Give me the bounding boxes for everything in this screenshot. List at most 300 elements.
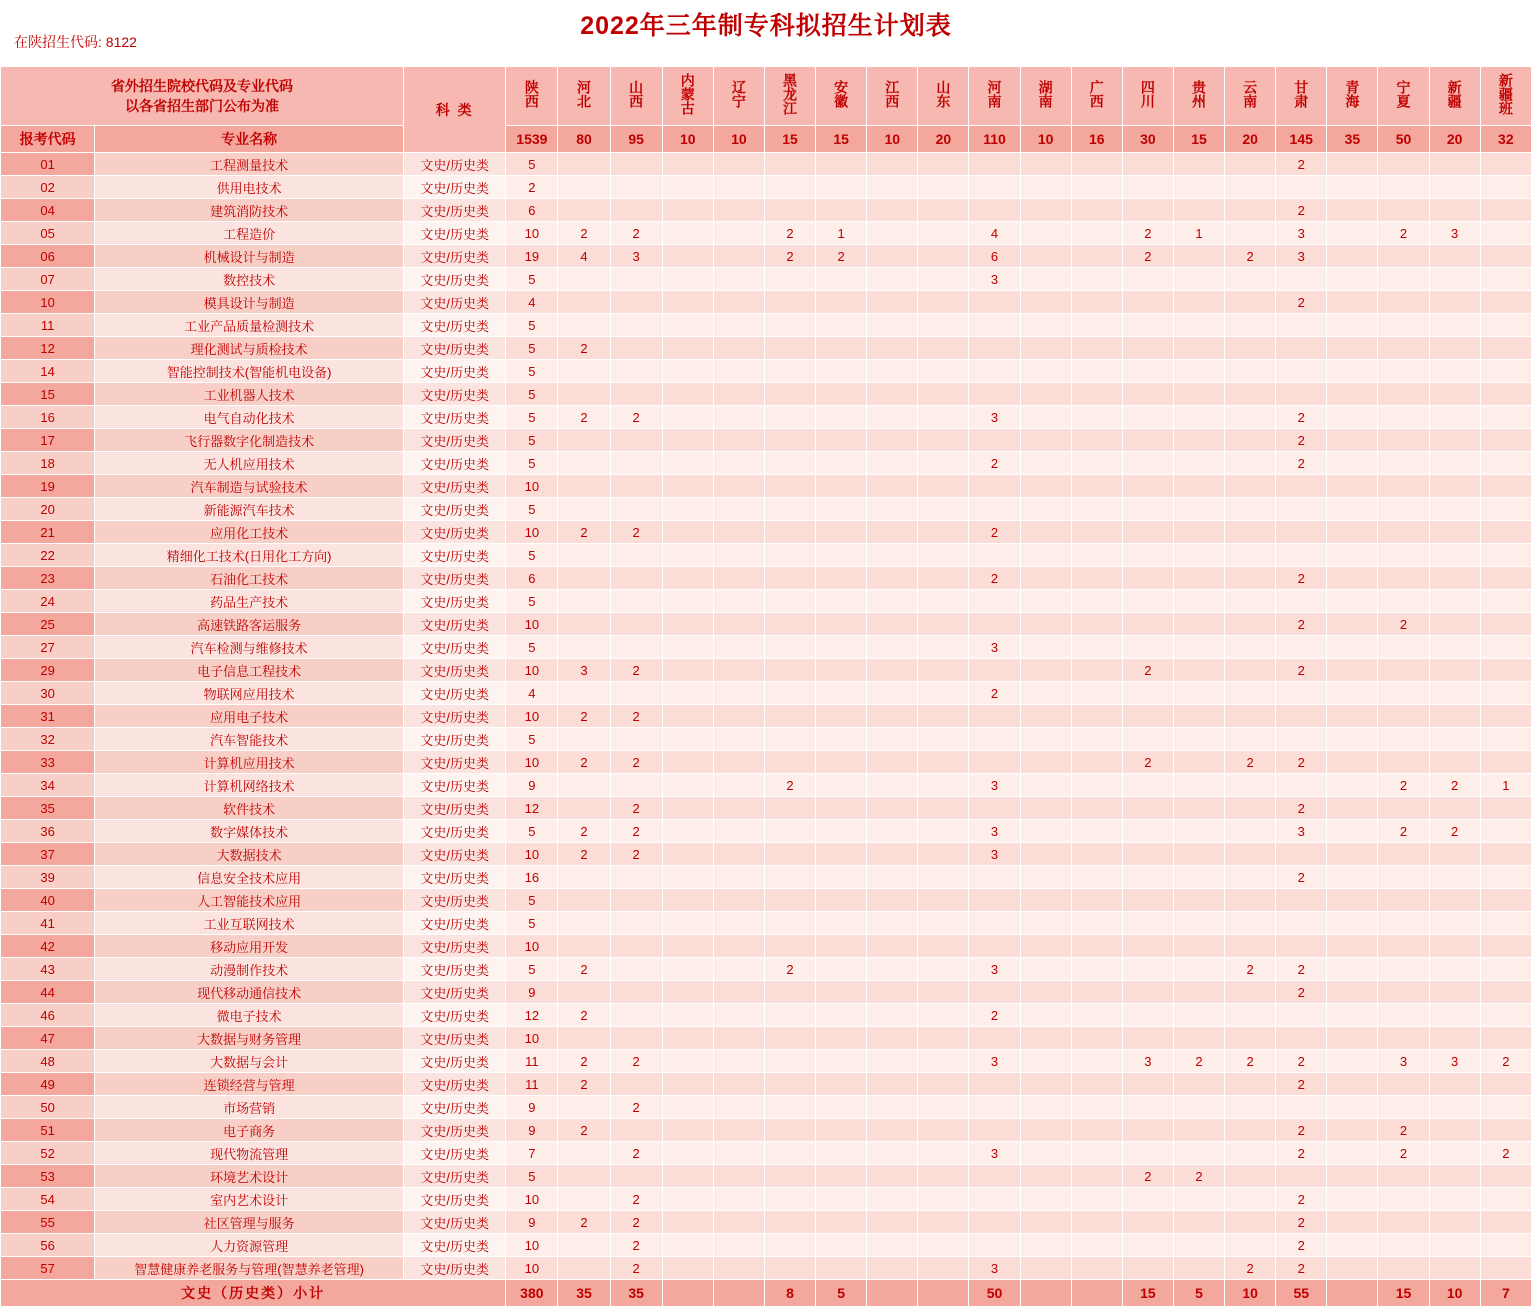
row-quota-cell bbox=[867, 1165, 918, 1188]
table-row bbox=[1, 705, 1532, 728]
row-quota-cell bbox=[662, 383, 713, 406]
row-quota-cell bbox=[918, 475, 969, 498]
row-kelei: 文史/历史类 bbox=[404, 1257, 506, 1280]
row-quota-cell bbox=[1276, 544, 1327, 567]
row-quota-cell bbox=[816, 613, 867, 636]
row-quota-cell bbox=[816, 1073, 867, 1096]
row-quota-cell bbox=[1071, 636, 1122, 659]
row-quota-cell bbox=[867, 383, 918, 406]
row-quota-cell bbox=[867, 222, 918, 245]
row-code: 54 bbox=[1, 1188, 95, 1211]
row-quota-cell bbox=[610, 774, 662, 797]
row-quota-cell bbox=[1378, 866, 1429, 889]
row-quota-cell bbox=[713, 728, 764, 751]
row-code: 19 bbox=[1, 475, 95, 498]
row-quota-cell bbox=[918, 153, 969, 176]
row-quota-cell bbox=[1071, 1142, 1122, 1165]
row-quota-cell bbox=[1429, 383, 1480, 406]
row-code: 01 bbox=[1, 153, 95, 176]
header-left-title bbox=[1, 67, 404, 126]
row-quota-cell bbox=[816, 429, 867, 452]
header-row-quota bbox=[1, 126, 1532, 153]
row-quota-cell: 2 bbox=[610, 406, 662, 429]
row-quota-cell bbox=[610, 268, 662, 291]
row-quota-cell bbox=[918, 337, 969, 360]
row-quota-cell bbox=[1225, 981, 1276, 1004]
total-val-12: 15 bbox=[1122, 1280, 1173, 1307]
row-quota-cell bbox=[1378, 429, 1429, 452]
row-quota-cell bbox=[1071, 843, 1122, 866]
row-quota-cell bbox=[1071, 1050, 1122, 1073]
row-quota-cell bbox=[867, 1257, 918, 1280]
row-quota-cell bbox=[713, 199, 764, 222]
row-quota-cell: 3 bbox=[1276, 820, 1327, 843]
row-quota-cell: 2 bbox=[1276, 567, 1327, 590]
row-quota-cell bbox=[867, 475, 918, 498]
row-quota-cell bbox=[1071, 958, 1122, 981]
row-quota-cell: 3 bbox=[969, 636, 1020, 659]
row-quota-cell bbox=[867, 406, 918, 429]
row-quota-cell bbox=[1122, 429, 1173, 452]
row-quota-cell bbox=[969, 866, 1020, 889]
row-quota-cell bbox=[1378, 981, 1429, 1004]
row-quota-cell: 2 bbox=[1225, 1050, 1276, 1073]
row-quota-cell bbox=[662, 1027, 713, 1050]
row-kelei: 文史/历史类 bbox=[404, 636, 506, 659]
row-quota-cell bbox=[662, 1257, 713, 1280]
row-quota-cell: 2 bbox=[1276, 659, 1327, 682]
row-quota-cell bbox=[1020, 1119, 1071, 1142]
row-quota-cell bbox=[1480, 797, 1531, 820]
row-quota-cell: 2 bbox=[1276, 1142, 1327, 1165]
row-quota-cell bbox=[1327, 751, 1378, 774]
row-quota-cell bbox=[969, 1211, 1020, 1234]
row-quota-cell: 10 bbox=[506, 475, 558, 498]
row-quota-cell bbox=[1020, 889, 1071, 912]
row-quota-cell: 3 bbox=[969, 406, 1020, 429]
row-quota-cell bbox=[662, 590, 713, 613]
row-quota-cell: 2 bbox=[1276, 406, 1327, 429]
row-quota-cell bbox=[1327, 613, 1378, 636]
row-major-name: 工业互联网技术 bbox=[95, 912, 404, 935]
row-quota-cell bbox=[1276, 935, 1327, 958]
row-quota-cell bbox=[558, 981, 610, 1004]
row-quota-cell bbox=[1020, 176, 1071, 199]
row-quota-cell bbox=[558, 383, 610, 406]
row-quota-cell bbox=[1071, 245, 1122, 268]
row-quota-cell bbox=[764, 1073, 815, 1096]
row-major-name: 动漫制作技术 bbox=[95, 958, 404, 981]
row-quota-cell bbox=[713, 268, 764, 291]
row-quota-cell bbox=[1327, 935, 1378, 958]
row-quota-cell bbox=[969, 1073, 1020, 1096]
row-quota-cell bbox=[1225, 705, 1276, 728]
row-quota-cell bbox=[1071, 935, 1122, 958]
row-quota-cell bbox=[662, 1073, 713, 1096]
row-quota-cell bbox=[918, 1142, 969, 1165]
total-row bbox=[1, 1280, 1532, 1307]
row-quota-cell bbox=[662, 636, 713, 659]
row-quota-cell bbox=[558, 1165, 610, 1188]
header-quota-2: 95 bbox=[610, 126, 662, 153]
row-quota-cell: 2 bbox=[1276, 1211, 1327, 1234]
row-quota-cell bbox=[1378, 567, 1429, 590]
row-quota-cell: 2 bbox=[558, 1119, 610, 1142]
row-quota-cell bbox=[1020, 797, 1071, 820]
row-quota-cell bbox=[1020, 429, 1071, 452]
row-quota-cell bbox=[1378, 360, 1429, 383]
row-quota-cell: 10 bbox=[506, 751, 558, 774]
header-province-16: 青海 bbox=[1327, 67, 1378, 126]
row-code: 12 bbox=[1, 337, 95, 360]
table-row bbox=[1, 1165, 1532, 1188]
row-code: 20 bbox=[1, 498, 95, 521]
row-quota-cell: 2 bbox=[610, 1096, 662, 1119]
row-quota-cell bbox=[662, 866, 713, 889]
row-quota-cell bbox=[969, 889, 1020, 912]
table-row bbox=[1, 1211, 1532, 1234]
header-kelei: 科 类 bbox=[404, 67, 506, 153]
row-kelei: 文史/历史类 bbox=[404, 222, 506, 245]
row-quota-cell bbox=[1327, 291, 1378, 314]
row-quota-cell bbox=[1429, 751, 1480, 774]
row-quota-cell bbox=[816, 1119, 867, 1142]
row-kelei: 文史/历史类 bbox=[404, 1073, 506, 1096]
row-quota-cell: 3 bbox=[610, 245, 662, 268]
row-quota-cell bbox=[558, 452, 610, 475]
row-quota-cell bbox=[1122, 728, 1173, 751]
row-kelei: 文史/历史类 bbox=[404, 797, 506, 820]
row-quota-cell bbox=[1327, 1096, 1378, 1119]
row-quota-cell bbox=[1071, 360, 1122, 383]
table-row bbox=[1, 820, 1532, 843]
row-quota-cell: 5 bbox=[506, 360, 558, 383]
row-quota-cell bbox=[558, 176, 610, 199]
row-quota-cell bbox=[1173, 245, 1224, 268]
row-quota-cell bbox=[764, 705, 815, 728]
table-row bbox=[1, 268, 1532, 291]
row-quota-cell bbox=[1071, 659, 1122, 682]
row-quota-cell bbox=[867, 590, 918, 613]
row-quota-cell bbox=[1429, 590, 1480, 613]
row-quota-cell bbox=[713, 1096, 764, 1119]
row-quota-cell bbox=[816, 153, 867, 176]
row-quota-cell bbox=[558, 590, 610, 613]
row-quota-cell bbox=[1378, 843, 1429, 866]
row-quota-cell bbox=[969, 705, 1020, 728]
row-quota-cell bbox=[610, 199, 662, 222]
row-quota-cell bbox=[816, 498, 867, 521]
row-quota-cell bbox=[1429, 1119, 1480, 1142]
row-quota-cell bbox=[867, 1027, 918, 1050]
row-quota-cell bbox=[1276, 314, 1327, 337]
row-quota-cell bbox=[610, 475, 662, 498]
row-quota-cell bbox=[867, 866, 918, 889]
row-quota-cell bbox=[1378, 705, 1429, 728]
row-quota-cell: 2 bbox=[1480, 1142, 1531, 1165]
row-quota-cell bbox=[1480, 268, 1531, 291]
row-kelei: 文史/历史类 bbox=[404, 820, 506, 843]
row-quota-cell bbox=[969, 360, 1020, 383]
table-row bbox=[1, 521, 1532, 544]
row-quota-cell: 10 bbox=[506, 613, 558, 636]
total-val-3 bbox=[662, 1280, 713, 1307]
row-quota-cell bbox=[1020, 314, 1071, 337]
row-quota-cell bbox=[1480, 199, 1531, 222]
row-code: 40 bbox=[1, 889, 95, 912]
row-major-name: 大数据技术 bbox=[95, 843, 404, 866]
row-quota-cell bbox=[1173, 981, 1224, 1004]
row-major-name: 精细化工技术(日用化工方向) bbox=[95, 544, 404, 567]
row-quota-cell bbox=[558, 1234, 610, 1257]
row-major-name: 信息安全技术应用 bbox=[95, 866, 404, 889]
row-quota-cell bbox=[1020, 1004, 1071, 1027]
row-quota-cell bbox=[816, 176, 867, 199]
table-row bbox=[1, 199, 1532, 222]
row-quota-cell bbox=[1480, 1234, 1531, 1257]
row-quota-cell bbox=[1378, 521, 1429, 544]
total-val-1: 35 bbox=[558, 1280, 610, 1307]
row-quota-cell bbox=[918, 797, 969, 820]
row-quota-cell bbox=[1225, 1211, 1276, 1234]
row-quota-cell bbox=[764, 1050, 815, 1073]
row-quota-cell: 2 bbox=[1122, 1165, 1173, 1188]
row-quota-cell bbox=[1225, 521, 1276, 544]
row-quota-cell bbox=[1122, 452, 1173, 475]
row-quota-cell bbox=[558, 567, 610, 590]
row-quota-cell: 12 bbox=[506, 797, 558, 820]
row-quota-cell: 6 bbox=[969, 245, 1020, 268]
row-quota-cell: 2 bbox=[558, 1211, 610, 1234]
row-code: 17 bbox=[1, 429, 95, 452]
row-quota-cell: 2 bbox=[558, 751, 610, 774]
row-quota-cell bbox=[1173, 1027, 1224, 1050]
row-quota-cell bbox=[867, 1119, 918, 1142]
row-quota-cell bbox=[1429, 682, 1480, 705]
row-quota-cell bbox=[1173, 1004, 1224, 1027]
row-quota-cell bbox=[1378, 199, 1429, 222]
row-quota-cell bbox=[1276, 1004, 1327, 1027]
header-province-4: 辽宁 bbox=[713, 67, 764, 126]
header-quota-10: 10 bbox=[1020, 126, 1071, 153]
row-quota-cell bbox=[816, 567, 867, 590]
row-quota-cell bbox=[1071, 291, 1122, 314]
row-quota-cell: 2 bbox=[1225, 245, 1276, 268]
row-quota-cell bbox=[1225, 1004, 1276, 1027]
row-quota-cell bbox=[918, 544, 969, 567]
row-quota-cell bbox=[918, 1027, 969, 1050]
row-quota-cell: 11 bbox=[506, 1073, 558, 1096]
row-quota-cell bbox=[764, 636, 815, 659]
row-quota-cell bbox=[764, 843, 815, 866]
row-quota-cell: 2 bbox=[1276, 613, 1327, 636]
row-quota-cell bbox=[969, 659, 1020, 682]
row-quota-cell: 2 bbox=[558, 1050, 610, 1073]
row-quota-cell: 2 bbox=[1173, 1050, 1224, 1073]
header-left-title-line2: 以各省招生部门公布为准 bbox=[125, 98, 280, 114]
row-quota-cell bbox=[1480, 1096, 1531, 1119]
row-quota-cell bbox=[867, 1073, 918, 1096]
row-quota-cell: 2 bbox=[610, 521, 662, 544]
row-quota-cell: 5 bbox=[506, 1165, 558, 1188]
row-quota-cell bbox=[1429, 958, 1480, 981]
row-quota-cell: 5 bbox=[506, 452, 558, 475]
row-quota-cell bbox=[918, 1211, 969, 1234]
row-quota-cell bbox=[1173, 958, 1224, 981]
row-major-name: 社区管理与服务 bbox=[95, 1211, 404, 1234]
row-quota-cell bbox=[1480, 1027, 1531, 1050]
row-quota-cell bbox=[1122, 567, 1173, 590]
row-quota-cell bbox=[1020, 337, 1071, 360]
row-quota-cell bbox=[1071, 337, 1122, 360]
row-quota-cell bbox=[1327, 199, 1378, 222]
row-quota-cell bbox=[1327, 406, 1378, 429]
row-quota-cell: 2 bbox=[1276, 291, 1327, 314]
row-quota-cell: 10 bbox=[506, 843, 558, 866]
row-quota-cell bbox=[610, 889, 662, 912]
row-quota-cell bbox=[1480, 153, 1531, 176]
row-quota-cell bbox=[1378, 958, 1429, 981]
row-quota-cell bbox=[816, 406, 867, 429]
row-quota-cell bbox=[1429, 1257, 1480, 1280]
row-quota-cell bbox=[816, 843, 867, 866]
row-major-name: 物联网应用技术 bbox=[95, 682, 404, 705]
row-quota-cell bbox=[764, 1142, 815, 1165]
row-quota-cell bbox=[610, 291, 662, 314]
row-quota-cell bbox=[713, 705, 764, 728]
row-code: 43 bbox=[1, 958, 95, 981]
row-kelei: 文史/历史类 bbox=[404, 682, 506, 705]
row-quota-cell bbox=[662, 406, 713, 429]
row-quota-cell bbox=[1225, 268, 1276, 291]
row-quota-cell bbox=[1429, 429, 1480, 452]
row-quota-cell bbox=[1429, 1073, 1480, 1096]
row-code: 22 bbox=[1, 544, 95, 567]
table-row bbox=[1, 360, 1532, 383]
row-quota-cell bbox=[1276, 636, 1327, 659]
row-quota-cell: 2 bbox=[610, 1188, 662, 1211]
row-quota-cell bbox=[1429, 797, 1480, 820]
row-major-name: 市场营销 bbox=[95, 1096, 404, 1119]
row-major-name: 现代物流管理 bbox=[95, 1142, 404, 1165]
row-quota-cell bbox=[1327, 682, 1378, 705]
table-row bbox=[1, 590, 1532, 613]
row-quota-cell bbox=[1071, 1188, 1122, 1211]
row-quota-cell bbox=[816, 1188, 867, 1211]
row-quota-cell bbox=[610, 682, 662, 705]
row-quota-cell bbox=[1020, 567, 1071, 590]
row-quota-cell bbox=[918, 199, 969, 222]
row-major-name: 人工智能技术应用 bbox=[95, 889, 404, 912]
row-quota-cell: 2 bbox=[1378, 820, 1429, 843]
table-row bbox=[1, 475, 1532, 498]
row-quota-cell bbox=[1429, 406, 1480, 429]
row-quota-cell bbox=[662, 751, 713, 774]
row-quota-cell bbox=[1122, 1119, 1173, 1142]
row-major-name: 移动应用开发 bbox=[95, 935, 404, 958]
row-quota-cell bbox=[1429, 199, 1480, 222]
row-quota-cell bbox=[816, 521, 867, 544]
row-kelei: 文史/历史类 bbox=[404, 1004, 506, 1027]
row-quota-cell bbox=[610, 981, 662, 1004]
row-quota-cell bbox=[764, 1188, 815, 1211]
row-quota-cell bbox=[1173, 567, 1224, 590]
row-kelei: 文史/历史类 bbox=[404, 958, 506, 981]
row-quota-cell bbox=[969, 1234, 1020, 1257]
row-quota-cell bbox=[558, 268, 610, 291]
row-major-name: 工业产品质量检测技术 bbox=[95, 314, 404, 337]
row-quota-cell: 12 bbox=[506, 1004, 558, 1027]
row-quota-cell bbox=[867, 521, 918, 544]
table-row bbox=[1, 682, 1532, 705]
table-row bbox=[1, 1050, 1532, 1073]
row-major-name: 飞行器数字化制造技术 bbox=[95, 429, 404, 452]
row-quota-cell: 5 bbox=[506, 590, 558, 613]
row-quota-cell: 5 bbox=[506, 268, 558, 291]
row-quota-cell bbox=[713, 682, 764, 705]
row-quota-cell bbox=[1020, 958, 1071, 981]
row-quota-cell: 5 bbox=[506, 912, 558, 935]
row-quota-cell: 3 bbox=[969, 1050, 1020, 1073]
row-quota-cell bbox=[713, 1050, 764, 1073]
table-footer bbox=[1, 1280, 1532, 1307]
table-row bbox=[1, 866, 1532, 889]
row-quota-cell: 1 bbox=[1480, 774, 1531, 797]
row-quota-cell bbox=[662, 843, 713, 866]
row-major-name: 微电子技术 bbox=[95, 1004, 404, 1027]
table-row bbox=[1, 429, 1532, 452]
row-quota-cell bbox=[610, 1027, 662, 1050]
row-quota-cell bbox=[1071, 429, 1122, 452]
row-quota-cell bbox=[662, 429, 713, 452]
row-quota-cell bbox=[1327, 452, 1378, 475]
row-quota-cell bbox=[1480, 1004, 1531, 1027]
row-quota-cell bbox=[1020, 866, 1071, 889]
row-quota-cell bbox=[1173, 820, 1224, 843]
row-quota-cell bbox=[1122, 935, 1173, 958]
row-quota-cell bbox=[1071, 981, 1122, 1004]
row-quota-cell bbox=[918, 222, 969, 245]
row-quota-cell bbox=[816, 1027, 867, 1050]
row-major-name: 无人机应用技术 bbox=[95, 452, 404, 475]
row-quota-cell bbox=[1122, 613, 1173, 636]
row-quota-cell bbox=[1480, 406, 1531, 429]
row-quota-cell bbox=[867, 314, 918, 337]
row-quota-cell bbox=[1020, 774, 1071, 797]
row-quota-cell bbox=[1122, 406, 1173, 429]
row-quota-cell: 9 bbox=[506, 981, 558, 1004]
row-quota-cell bbox=[1225, 360, 1276, 383]
row-quota-cell bbox=[1020, 383, 1071, 406]
row-quota-cell bbox=[1480, 751, 1531, 774]
row-quota-cell bbox=[713, 1257, 764, 1280]
row-quota-cell bbox=[1225, 475, 1276, 498]
row-quota-cell bbox=[1173, 314, 1224, 337]
row-quota-cell bbox=[1173, 268, 1224, 291]
row-quota-cell bbox=[1020, 199, 1071, 222]
row-major-name: 环境艺术设计 bbox=[95, 1165, 404, 1188]
row-quota-cell bbox=[1020, 268, 1071, 291]
row-quota-cell: 5 bbox=[506, 337, 558, 360]
row-quota-cell bbox=[558, 912, 610, 935]
row-quota-cell bbox=[610, 383, 662, 406]
row-quota-cell bbox=[1122, 1257, 1173, 1280]
table-row bbox=[1, 797, 1532, 820]
header-quota-8: 20 bbox=[918, 126, 969, 153]
row-quota-cell bbox=[1378, 475, 1429, 498]
row-quota-cell bbox=[1225, 613, 1276, 636]
row-quota-cell bbox=[1327, 429, 1378, 452]
